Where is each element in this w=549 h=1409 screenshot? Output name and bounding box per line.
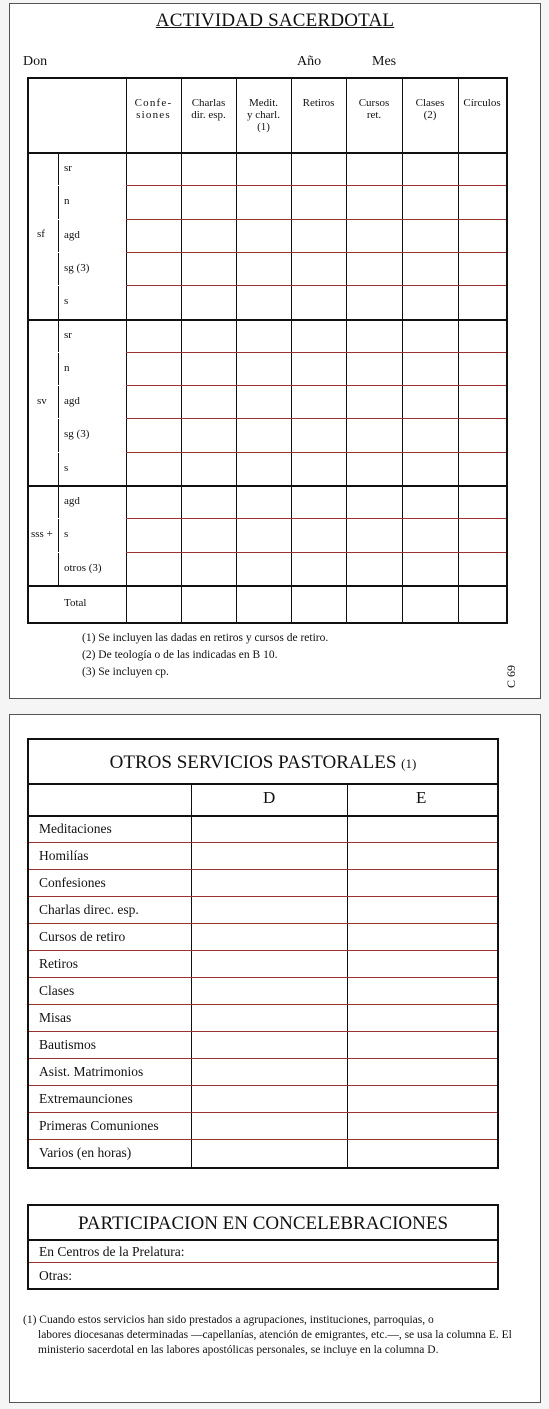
service-row-label: Misas (39, 1010, 72, 1025)
footnote-3: (3) Se incluyen cp. (82, 666, 169, 678)
row-label: s (64, 461, 69, 474)
pastoral-footnote (23, 1313, 523, 1358)
row-rule (29, 1031, 497, 1032)
service-row-label: Varios (en horas) (39, 1145, 132, 1160)
row-label: n (64, 195, 70, 208)
activity-table (27, 77, 508, 624)
pastoral-footnote-first: (1) Cuando estos servicios han sido prestados a agrupaciones, instituciones, parroquias, o (23, 1314, 434, 1326)
row-rule-left (58, 452, 126, 453)
service-row-label: Extremaunciones (39, 1091, 133, 1106)
row-rule (29, 319, 506, 321)
row-rule-left (58, 385, 126, 386)
group-label: sss + (31, 527, 53, 540)
pastoral-services-title-note: (1) (401, 756, 417, 771)
row-label: sg (3) (64, 428, 90, 441)
row-label: agd (64, 395, 80, 408)
pastoral-services-title-text: OTROS SERVICIOS PASTORALES (109, 752, 397, 773)
column-rule (126, 79, 127, 622)
form-activity-card (9, 3, 541, 699)
row-rule (29, 869, 497, 870)
service-row-label: Charlas direc. esp. (39, 902, 139, 917)
row-rule (126, 252, 506, 253)
column-rule (291, 79, 292, 622)
column-rule (58, 152, 59, 585)
row-rule (29, 1112, 497, 1113)
service-row-label: Confesiones (39, 875, 106, 890)
row-rule (126, 385, 506, 386)
row-rule (29, 923, 497, 924)
footnote-1: (1) Se incluyen las dadas en retiros y cursos de retiro. (82, 632, 329, 644)
row-rule (29, 585, 506, 587)
row-label: n (64, 361, 70, 374)
column-header: Círculos (463, 97, 501, 109)
service-row-label: Retiros (39, 956, 78, 971)
service-row-label: Homilías (39, 848, 89, 863)
row-label: agd (64, 495, 80, 507)
pastoral-footnote-rest: labores diocesanas determinadas —capellanías, atención de emigrantes, etc.—, se usa la columna E. El ministerio sacerdotal en las labores apostólicas personales, se incluye en la columna D. (38, 1329, 512, 1356)
row-rule (29, 842, 497, 843)
row-rule (126, 285, 506, 286)
row-rule (126, 185, 506, 186)
column-header: Clases (2) (415, 97, 445, 121)
group-label: sv (37, 394, 47, 407)
header-rule (29, 152, 506, 154)
row-label: s (64, 528, 69, 541)
column-header-e: E (416, 788, 427, 807)
total-label: Total (64, 596, 87, 609)
column-rule (347, 783, 348, 1167)
pastoral-services-card (9, 714, 541, 1403)
row-rule (126, 219, 506, 220)
footnote-2: (2) De teología o de las indicadas en B 10. (82, 649, 278, 661)
service-row-label: Clases (39, 983, 75, 998)
row-rule (126, 352, 506, 353)
column-rule (346, 79, 347, 622)
concelebration-row-centros: En Centros de la Prelatura: (39, 1244, 185, 1259)
row-rule (126, 418, 506, 419)
service-row-label: Primeras Comuniones (39, 1118, 159, 1133)
pastoral-services-table (27, 738, 499, 1169)
row-rule (29, 977, 497, 978)
service-row-label: Bautismos (39, 1037, 97, 1052)
column-header: Medit. y charl. (1) (247, 97, 280, 133)
group-label: sf (37, 228, 45, 241)
column-header: Charlas dir. esp. (191, 97, 226, 121)
row-label: otros (3) (64, 561, 102, 574)
row-label: s (64, 295, 69, 308)
row-rule-left (58, 518, 126, 519)
column-rule (191, 783, 192, 1167)
row-rule-left (58, 352, 126, 353)
row-rule (29, 1004, 497, 1005)
row-rule (29, 1139, 497, 1140)
row-rule-left (58, 285, 126, 286)
concelebration-table (27, 1204, 499, 1290)
header-rule (29, 815, 497, 817)
row-rule (29, 1058, 497, 1059)
column-rule (181, 79, 182, 622)
row-rule-left (58, 252, 126, 253)
column-header: Cursos ret. (358, 97, 390, 121)
service-row-label: Asist. Matrimonios (39, 1064, 144, 1079)
column-rule (458, 79, 459, 622)
mes-label: Mes (372, 54, 397, 69)
concelebration-row-otras: Otras: (39, 1268, 72, 1283)
row-rule (126, 452, 506, 453)
row-label: sr (64, 162, 72, 174)
column-header: Confe- siones (134, 97, 173, 121)
row-label: sr (64, 328, 72, 341)
column-rule (236, 79, 237, 622)
row-rule (126, 518, 506, 519)
row-rule (29, 1262, 497, 1263)
pastoral-services-title (29, 740, 497, 785)
row-rule-left (58, 552, 126, 553)
form-title: ACTIVIDAD SACERDOTAL (155, 10, 395, 31)
concelebration-title: PARTICIPACION EN CONCELEBRACIONES (29, 1206, 497, 1241)
column-rule (402, 79, 403, 622)
row-rule (29, 1085, 497, 1086)
anio-label: Año (297, 54, 322, 69)
row-label: agd (64, 228, 80, 241)
row-rule-left (58, 185, 126, 186)
row-rule (29, 950, 497, 951)
row-rule-left (58, 219, 126, 220)
row-rule (126, 552, 506, 553)
row-label: sg (3) (64, 261, 90, 274)
row-rule-left (58, 418, 126, 419)
row-rule (29, 896, 497, 897)
column-header-d: D (263, 788, 276, 807)
column-header: Retiros (302, 97, 335, 109)
service-row-label: Cursos de retiro (39, 929, 126, 944)
row-rule (29, 485, 506, 487)
form-code: C 69 (504, 664, 518, 688)
don-label: Don (23, 54, 48, 69)
service-row-label: Meditaciones (39, 821, 112, 836)
